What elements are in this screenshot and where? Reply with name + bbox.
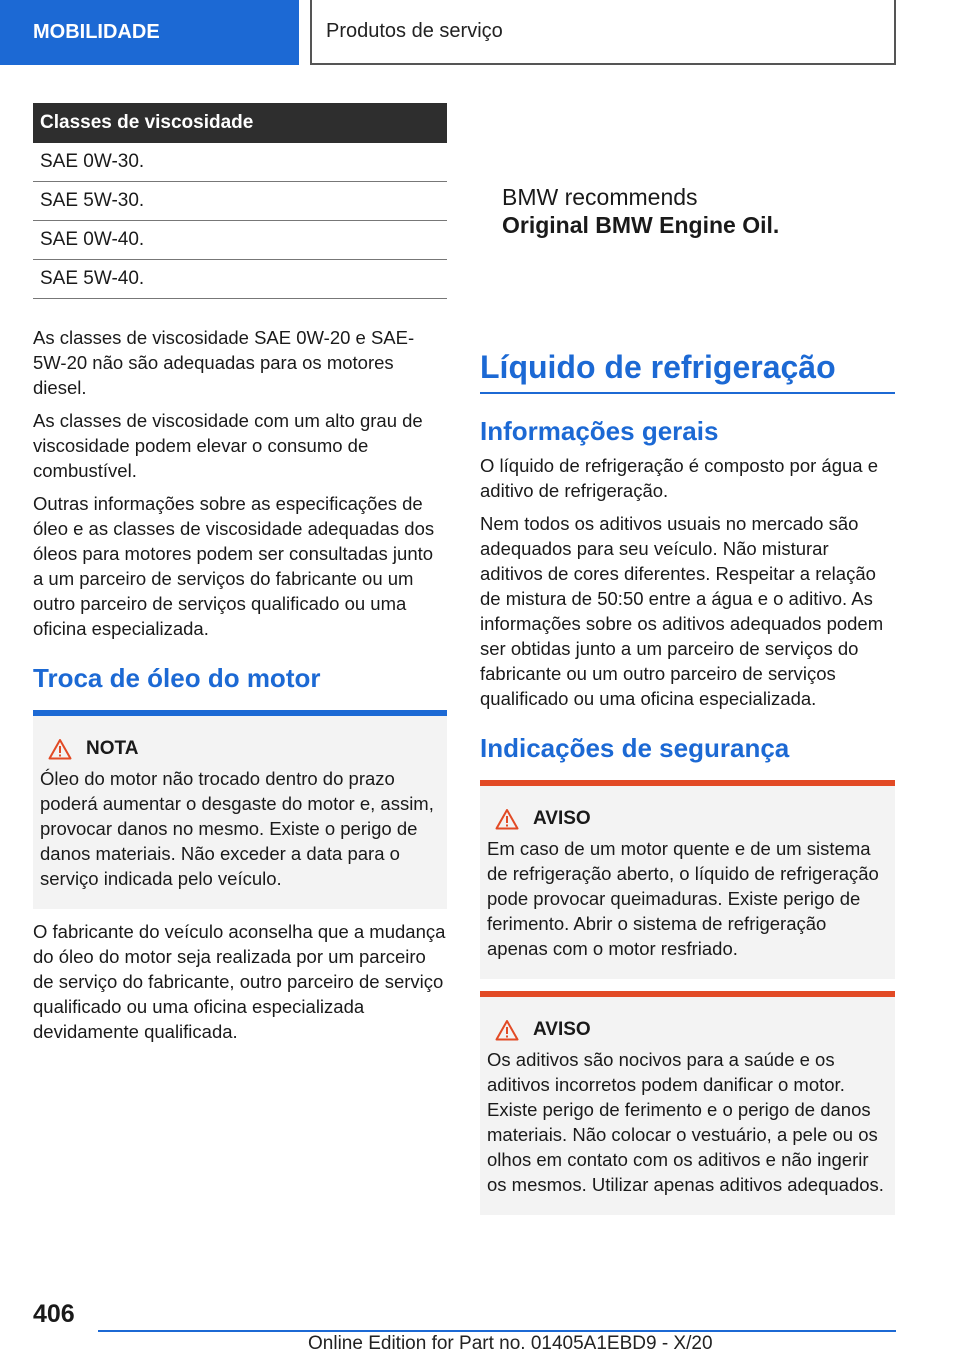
warning-text: Os aditivos são nocivos para a saúde e os aditivos incorretos podem danificar o motor. Existe perigo de ferimento e o perigo de danos materiais. Não colocar o vestuário, a pele ou os olhos em contato com os aditivos e não ingerir os mesmos. Utilizar apenas aditivos adequados. bbox=[487, 1049, 884, 1195]
coolant-chapter-heading: Líquido de refrigeração bbox=[480, 349, 895, 394]
paragraph: Outras informações sobre as especificações de óleo e as classes de viscosidade adequadas dos óleos para motores podem ser consultadas junto a um parceiro de serviços do fabricante ou um outro parceiro de serviços qualificado ou uma oficina especializada. bbox=[33, 493, 435, 639]
page-number: 406 bbox=[33, 1300, 75, 1328]
section-tab bbox=[0, 0, 299, 65]
note-box bbox=[33, 710, 447, 909]
safety-heading: Indicações de segurança bbox=[480, 733, 790, 763]
paragraph: As classes de viscosidade SAE 0W-20 e SAE-5W-20 não são adequadas para os motores diesel. bbox=[33, 327, 415, 398]
warning-text: Em caso de um motor quente e de um sistema de refrigeração aberto, o líquido de refrigeração pode provocar queimaduras. Existe perigo de ferimento. Abrir o sistema de refrigeração apenas com o motor resfriado. bbox=[487, 838, 879, 959]
warning-triangle-icon bbox=[495, 1019, 519, 1041]
edition-text: Online Edition for Part no. 01405A1EBD9 - X/20 bbox=[308, 1333, 713, 1354]
section-title: MOBILIDADE bbox=[33, 21, 160, 43]
general-info-heading: Informações gerais bbox=[480, 416, 719, 446]
warning-title: AVISO bbox=[533, 808, 591, 829]
warning-triangle-icon bbox=[48, 738, 72, 760]
right-column bbox=[480, 103, 895, 1215]
oil-change-heading: Troca de óleo do motor bbox=[33, 663, 321, 693]
viscosity-table bbox=[33, 103, 447, 299]
paragraph: O fabricante do veículo aconselha que a mudança do óleo do motor seja realizada por um parceiro de serviço do fabricante, outro parceiro de serviço qualificado ou uma oficina especializada devidamente qualificada. bbox=[33, 921, 446, 1042]
footer-rule bbox=[98, 1330, 896, 1332]
bmw-oil-ad bbox=[502, 183, 895, 239]
paragraph: Nem todos os aditivos usuais no mercado são adequados para seu veículo. Não misturar aditivos de cores diferentes. Respeitar a relação de mistura de 50:50 entre a água e o aditivo. As informações sobre os aditivos adequados podem ser obtidas junto a um parceiro de serviços do fabricante ou um outro parceiro de serviços qualificado ou uma oficina especializada. bbox=[480, 513, 884, 709]
ad-line-2: Original BMW Engine Oil. bbox=[502, 212, 780, 238]
table-row: SAE 5W-40. bbox=[33, 260, 447, 299]
viscosity-table-header: Classes de viscosidade bbox=[33, 103, 447, 143]
ad-line-1: BMW recommends bbox=[502, 184, 698, 210]
note-text: Óleo do motor não trocado dentro do prazo poderá aumentar o desgaste do motor e, assim, provocar danos no mesmo. Existe o perigo de danos materiais. Não exceder a data para o serviço indicada pelo veículo. bbox=[40, 768, 434, 889]
paragraph: As classes de viscosidade com um alto grau de viscosidade podem elevar o consumo de combustível. bbox=[33, 410, 423, 481]
table-row: SAE 5W-30. bbox=[33, 182, 447, 221]
paragraph: O líquido de refrigeração é composto por água e aditivo de refrigeração. bbox=[480, 455, 878, 501]
chapter-title: Produtos de serviço bbox=[326, 20, 503, 42]
note-title: NOTA bbox=[86, 738, 139, 759]
table-row: SAE 0W-40. bbox=[33, 221, 447, 260]
table-row: SAE 0W-30. bbox=[33, 143, 447, 182]
warning-box-2 bbox=[480, 991, 895, 1215]
left-column bbox=[33, 103, 447, 1052]
warning-title: AVISO bbox=[533, 1019, 591, 1040]
warning-triangle-icon bbox=[495, 808, 519, 830]
warning-box-1 bbox=[480, 780, 895, 979]
chapter-tab bbox=[310, 0, 896, 65]
